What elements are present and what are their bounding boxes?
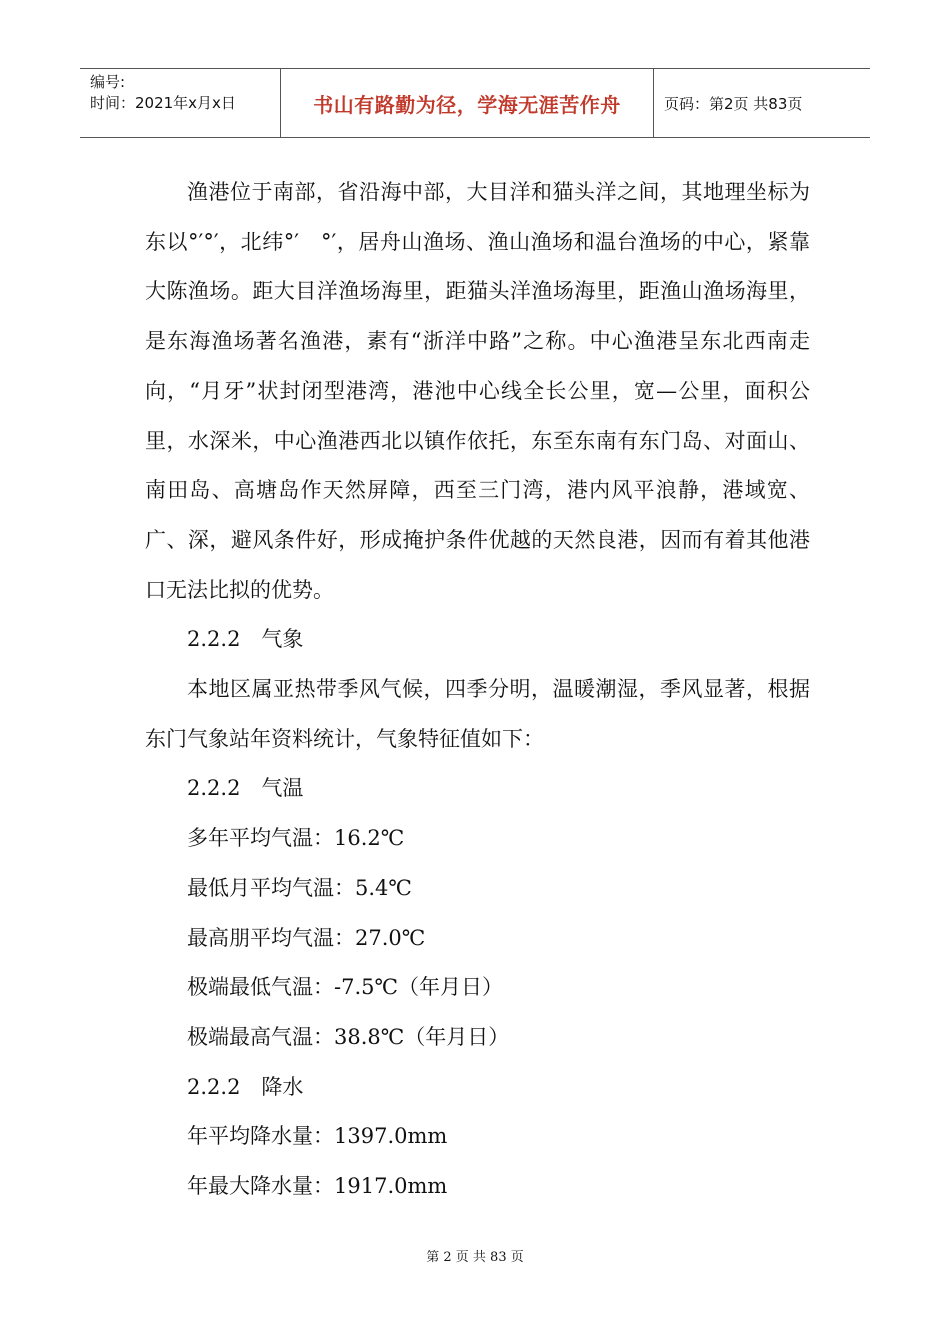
- temp-min-month: 最低月平均气温：5.4℃: [187, 875, 412, 900]
- heading-precipitation: 2.2.2 降水: [187, 1074, 304, 1099]
- temp-extreme-high: 极端最高气温：38.8℃（年月日）: [187, 1024, 510, 1049]
- header-meta: [80, 69, 281, 137]
- paragraph-harbor-location: 渔港位于南部，省沿海中部，大目洋和猫头洋之间，其地理坐标为东以°′°′，北纬°′ °′，居舟山渔场、渔山渔场和温台渔场的中心，紧靠大陈渔场。距大目洋渔场海里，距猫头洋渔场海里，距渔山渔场海里，是东海渔场著名渔港，素有“浙洋中路”之称。中心渔港呈东北西南走向，“月牙”状封闭型港湾，港池中心线全长公里，宽—公里，面积公里，水深米，中心渔港西北以镇作依托，东至东南有东门岛、对面山、南田岛、高塘岛作天然屏障，西至三门湾，港内风平浪静，港域宽、广、深，避风条件好，形成掩护条件优越的天然良港，因而有着其他港口无法比拟的优势。: [145, 180, 810, 602]
- temp-average: 多年平均气温：16.2℃: [187, 826, 405, 851]
- temp-max-month: 最高朋平均气温：27.0℃: [187, 925, 426, 950]
- document-body: [145, 168, 810, 1212]
- document-number-label: 编号:: [90, 73, 126, 91]
- rain-max: 年最大降水量：1917.0mm: [187, 1174, 448, 1199]
- page-footer: 第 2 页 共 83 页: [426, 1250, 524, 1265]
- header-motto: 书山有路勤为径，学海无涯苦作舟: [281, 69, 654, 137]
- paragraph-climate: 本地区属亚热带季风气候，四季分明，温暖潮湿，季风显著，根据东门气象站年资料统计，气象特征值如下：: [145, 677, 810, 751]
- heading-weather: 2.2.2 气象: [187, 627, 304, 652]
- document-time-label: 时间：2021年x月x日: [90, 94, 236, 112]
- rain-average: 年平均降水量：1397.0mm: [187, 1124, 448, 1149]
- header-page-info: 页码：第2页 共83页: [664, 94, 803, 113]
- heading-temperature: 2.2.2 气温: [187, 776, 304, 801]
- temp-extreme-low: 极端最低气温：-7.5℃（年月日）: [187, 975, 503, 1000]
- page-header: [80, 68, 870, 138]
